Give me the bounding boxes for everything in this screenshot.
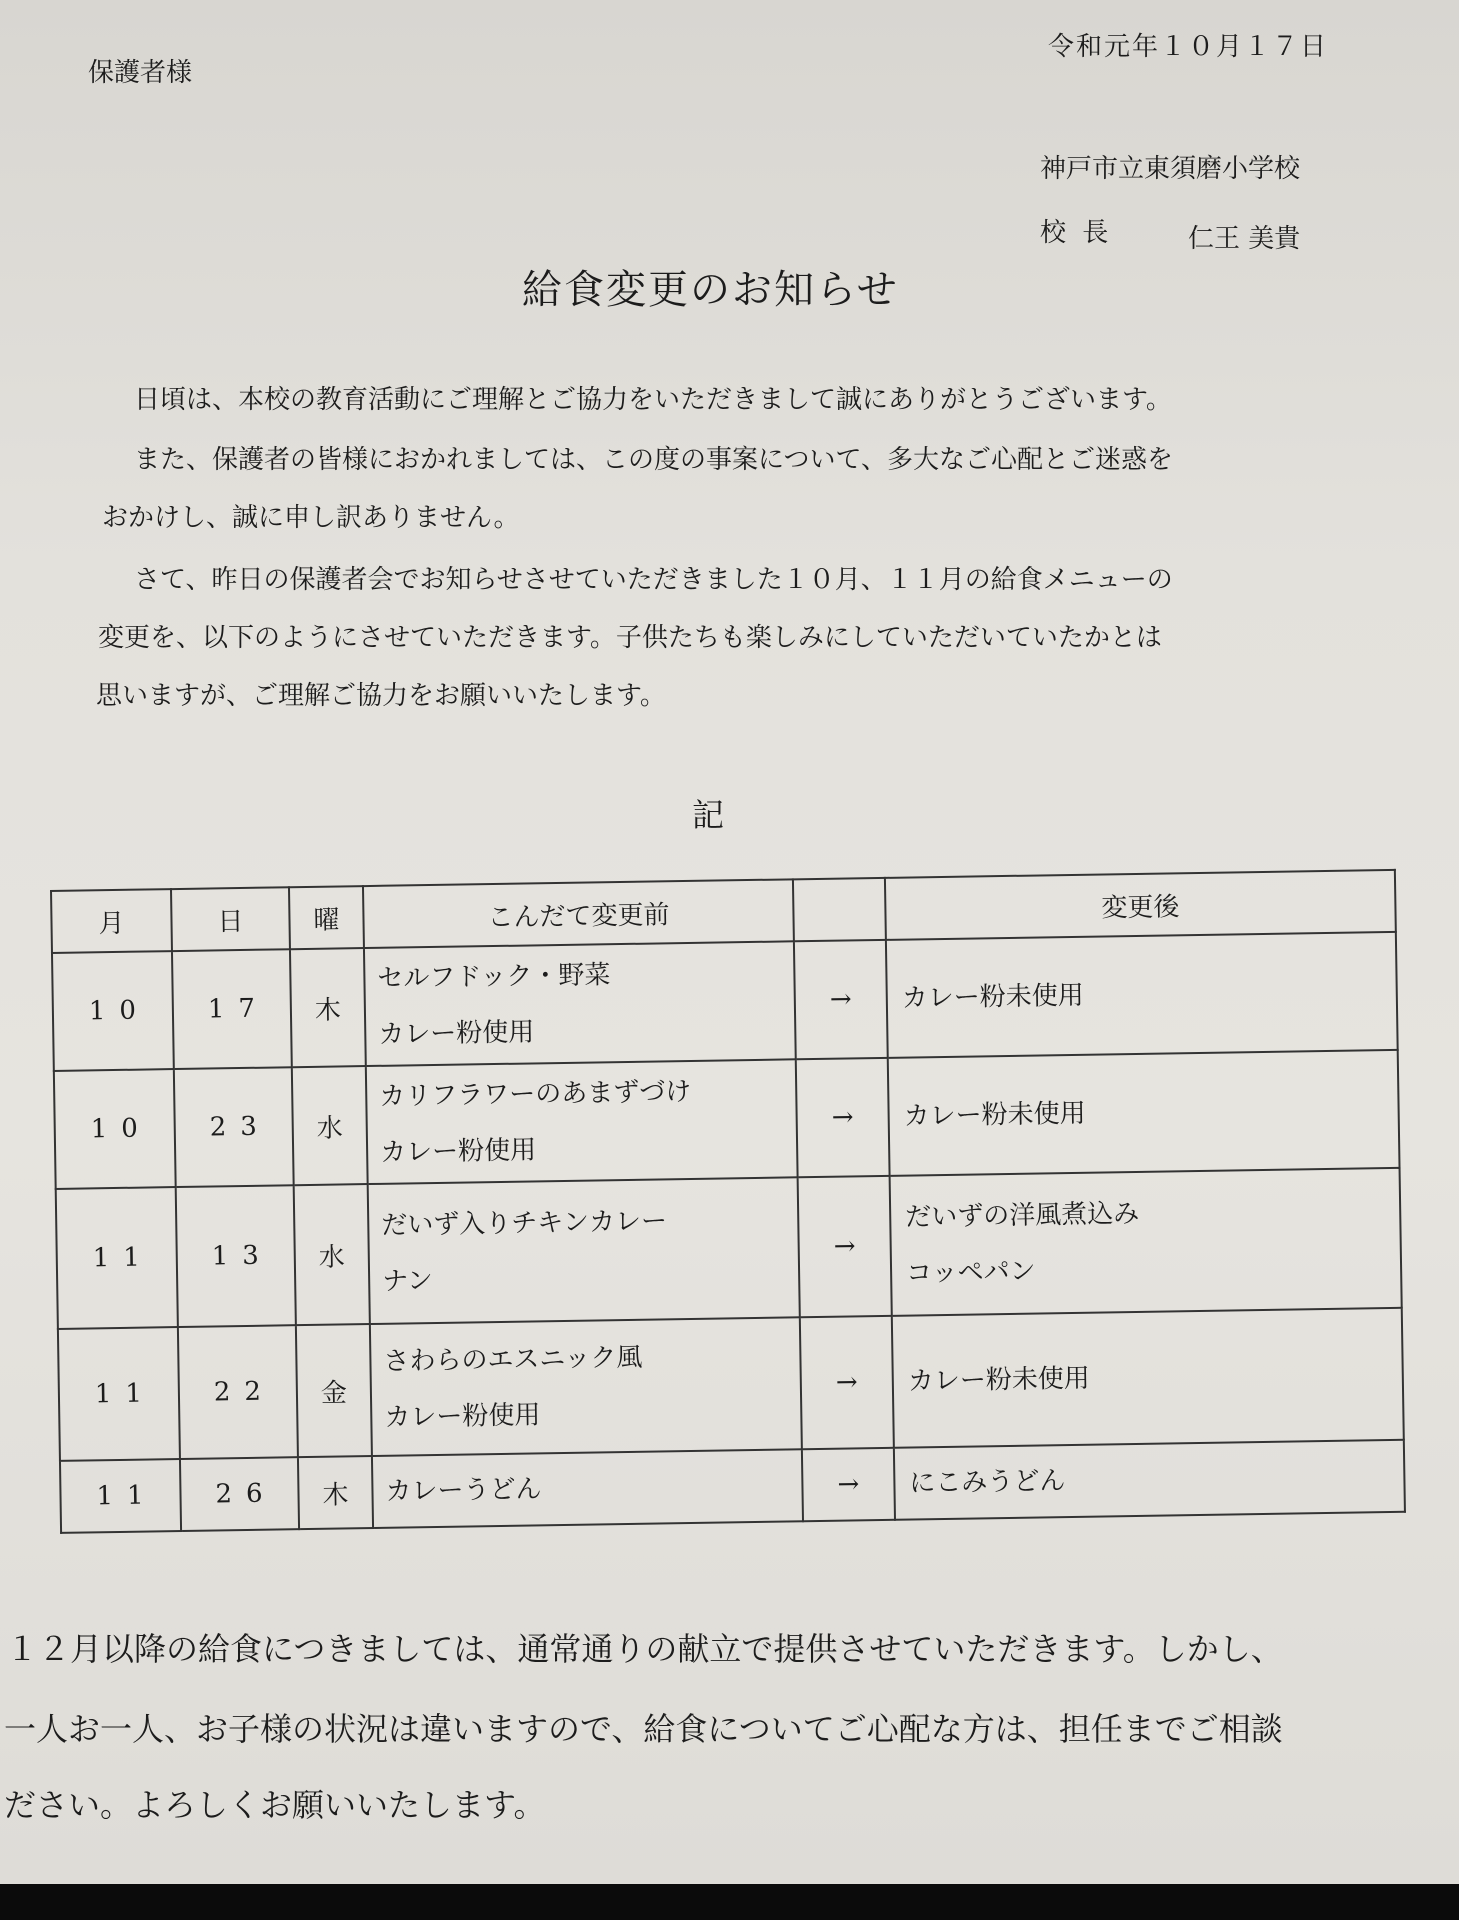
page-title: 給食変更のお知らせ	[522, 267, 899, 313]
before-menu-line: ナン	[381, 1266, 434, 1297]
before-menu-cell	[372, 1449, 803, 1528]
after-menu-cell	[892, 1308, 1404, 1448]
after-menu-line: カレー粉未使用	[907, 1363, 1091, 1397]
arrow-cell: →	[802, 1448, 895, 1521]
ki-heading: 記	[692, 796, 725, 834]
before-menu-line: カレーうどん	[385, 1474, 542, 1507]
arrow-cell: →	[796, 1058, 890, 1177]
month-cell: 11	[60, 1459, 181, 1533]
before-menu-line: だいず入りチキンカレー	[381, 1206, 668, 1241]
before-menu-cell	[366, 1059, 798, 1184]
weekday-cell: 水	[294, 1184, 370, 1325]
closing-line: ださい。よろしくお願いいたします。	[4, 1786, 546, 1824]
arrow-cell: →	[794, 940, 888, 1059]
menu-change-table	[50, 869, 1406, 1534]
header-month: 月	[51, 889, 172, 953]
principal-title: 校 長	[1040, 218, 1113, 248]
header-before: こんだて変更前	[363, 879, 794, 948]
header-after: 変更後	[885, 870, 1396, 940]
weekday-cell: 木	[298, 1456, 373, 1529]
day-cell: 26	[180, 1457, 299, 1531]
after-menu-cell	[890, 1168, 1402, 1316]
before-menu-line: カレー粉使用	[384, 1400, 541, 1433]
month-cell: 11	[56, 1187, 178, 1329]
paragraph-line: 変更を、以下のようにさせていただきます。子供たちも楽しみにしていただいていたかとは	[98, 623, 1162, 653]
after-menu-line: コッペパン	[905, 1256, 1036, 1289]
before-menu-line: さわらのエスニック風	[383, 1342, 643, 1377]
after-menu-cell	[894, 1440, 1405, 1520]
closing-line: 一人お一人、お子様の状況は違いますので、給食についてご心配な方は、担任までご相談	[4, 1710, 1283, 1748]
header-day: 日	[171, 887, 290, 951]
after-menu-line: カレー粉未使用	[901, 980, 1085, 1014]
paragraph-line: おかけし、誠に申し訳ありません。	[102, 503, 520, 533]
paragraph-line: 日頃は、本校の教育活動にご理解とご協力をいただきまして誠にありがとうございます。	[134, 385, 1172, 415]
table-row	[54, 1050, 1400, 1189]
header-weekday: 曜	[289, 886, 364, 949]
month-cell: 10	[54, 1069, 176, 1189]
weekday-cell: 金	[296, 1324, 372, 1457]
school-name: 神戸市立東須磨小学校	[1040, 154, 1301, 184]
after-menu-cell	[888, 1050, 1400, 1176]
before-menu-line: カリフラワーのあまずづけ	[379, 1076, 692, 1112]
weekday-cell: 木	[290, 948, 366, 1067]
before-menu-line: カレー粉使用	[379, 1135, 537, 1168]
issue-date: 令和元年１０月１７日	[1048, 32, 1329, 62]
arrow-cell: →	[800, 1316, 894, 1449]
header-arrow	[793, 878, 886, 941]
before-menu-cell	[368, 1177, 800, 1324]
paragraph-line: 思いますが、ご理解ご協力をお願いいたします。	[96, 681, 666, 711]
table-row	[56, 1168, 1402, 1329]
before-menu-cell	[364, 941, 796, 1066]
paragraph-line: さて、昨日の保護者会でお知らせさせていただきました１０月、１１月の給食メニューの	[134, 565, 1173, 595]
before-menu-line: セルフドック・野菜	[377, 960, 611, 994]
table-row	[58, 1308, 1404, 1461]
day-cell: 23	[174, 1067, 294, 1187]
after-menu-cell	[886, 932, 1398, 1058]
before-menu-line: カレー粉使用	[378, 1017, 535, 1050]
weekday-cell: 水	[292, 1066, 368, 1185]
principal-name: 仁王 美貴	[1188, 224, 1301, 254]
day-cell: 17	[172, 949, 292, 1069]
after-menu-line: にこみうどん	[909, 1466, 1066, 1499]
recipient: 保護者様	[88, 58, 193, 88]
day-cell: 22	[178, 1325, 298, 1459]
after-menu-line: だいずの洋風煮込み	[905, 1198, 1140, 1233]
month-cell: 11	[58, 1327, 180, 1461]
before-menu-cell	[370, 1317, 802, 1456]
paragraph-line: また、保護者の皆様におかれましては、この度の事案について、多大なご心配とご迷惑を	[134, 445, 1173, 475]
closing-line: １２月以降の給食につきましては、通常通りの献立で提供させていただきます。しかし、	[6, 1630, 1283, 1668]
arrow-cell: →	[798, 1176, 892, 1317]
after-menu-line: カレー粉未使用	[903, 1098, 1086, 1132]
table-row	[52, 932, 1398, 1071]
day-cell: 13	[176, 1185, 296, 1327]
month-cell: 10	[52, 951, 174, 1071]
